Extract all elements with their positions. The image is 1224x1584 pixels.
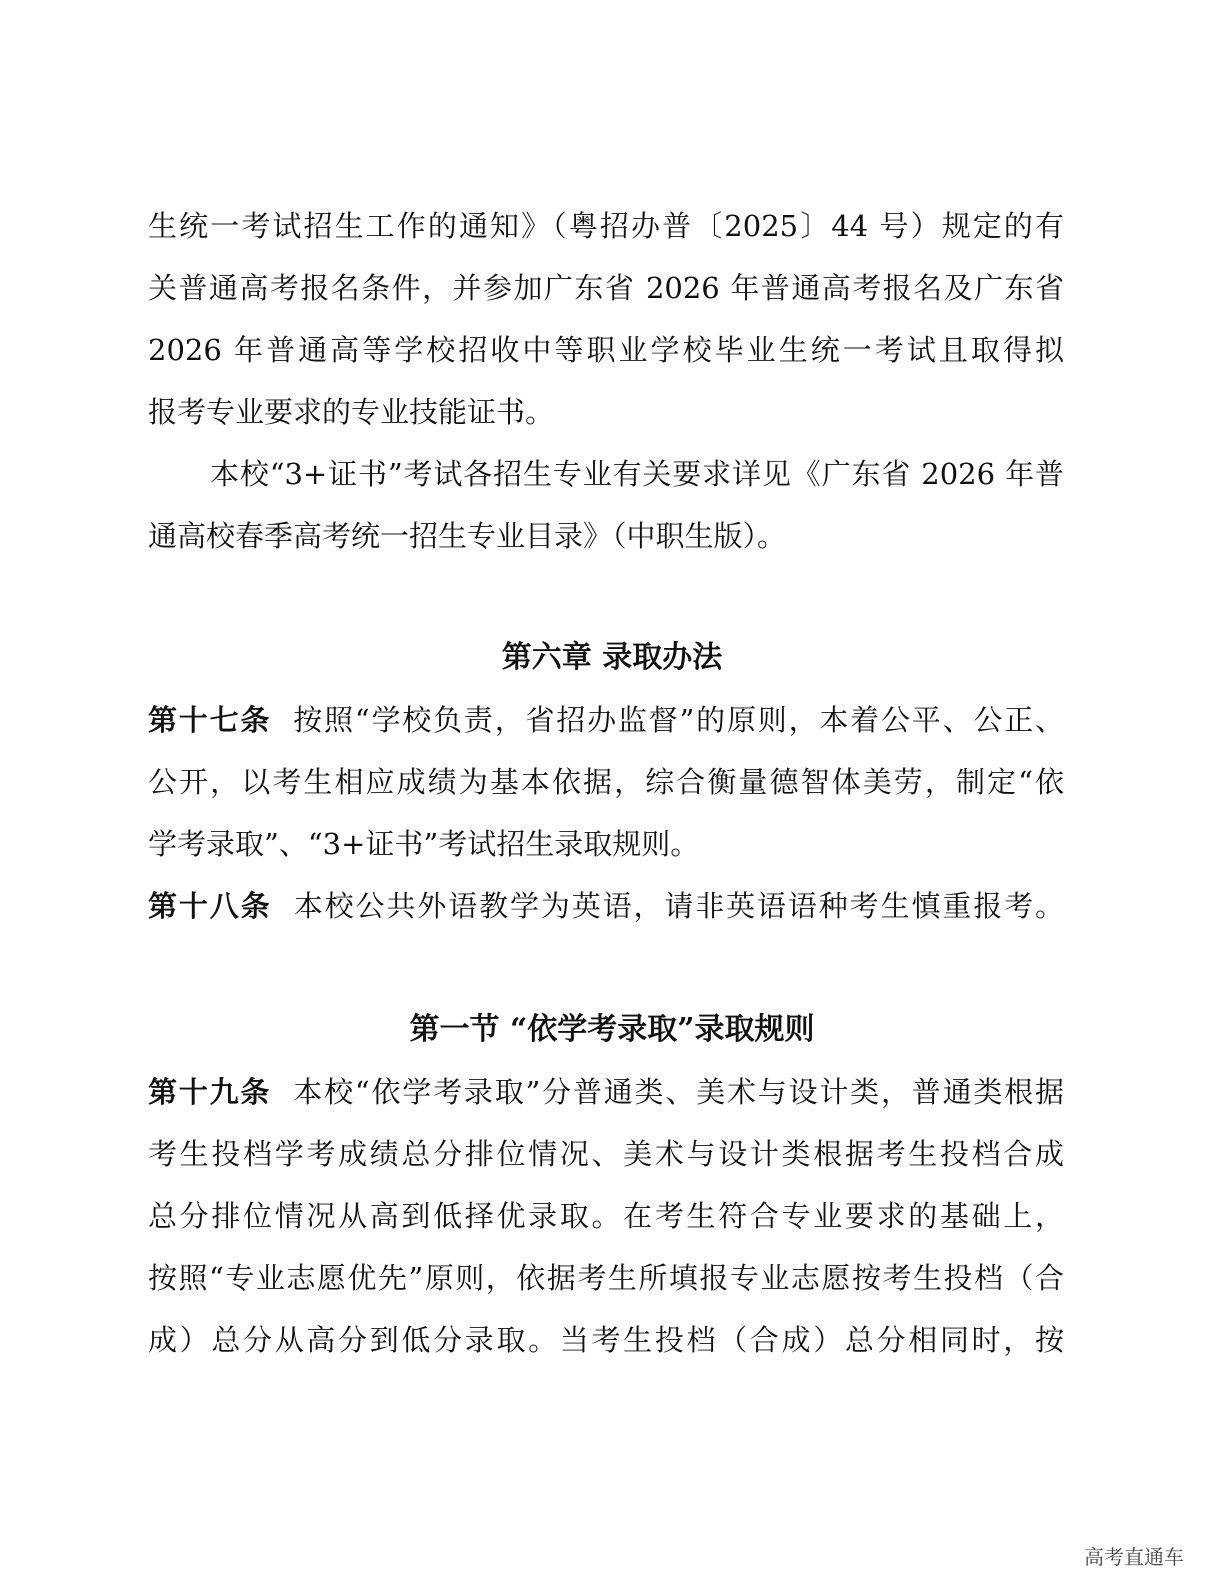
paragraph-line: 关普通高考报名条件，并参加广东省 2026 年普通高考报名及广东省 bbox=[148, 271, 1064, 305]
article-18-label: 第十八条 bbox=[148, 889, 272, 923]
article-19-text: 本校“依学考录取”分普通类、美术与设计类，普通类根据 bbox=[293, 1075, 1064, 1109]
section-title: 第一节 “依学考录取”录取规则 bbox=[409, 1012, 815, 1047]
article-17-label: 第十七条 bbox=[148, 703, 272, 737]
article-18-line bbox=[148, 886, 1064, 926]
article-17-text: 按照“学校负责，省招办监督”的原则，本着公平、公正、 bbox=[293, 703, 1064, 737]
paragraph-line: 生统一考试招生工作的通知》（粤招办普〔2025〕44 号）规定的有 bbox=[148, 209, 1064, 243]
paragraph-line: 报考专业要求的专业技能证书。 bbox=[148, 395, 555, 429]
article-19-first-line bbox=[148, 1072, 1064, 1112]
paragraph-line: 学考录取”、“3+证书”考试招生录取规则。 bbox=[148, 827, 700, 861]
paragraph-line: 考生投档学考成绩总分排位情况、美术与设计类根据考生投档合成 bbox=[148, 1137, 1064, 1171]
article-17-first-line bbox=[148, 700, 1064, 740]
paragraph-line: 总分排位情况从高到低择优录取。在考生符合专业要求的基础上， bbox=[148, 1199, 1064, 1233]
paragraph-line: 本校“3+证书”考试各招生专业有关要求详见《广东省 2026 年普 bbox=[210, 457, 1064, 491]
chapter-title: 第六章 录取办法 bbox=[501, 640, 723, 675]
paragraph-line: 2026 年普通高等学校招收中等职业学校毕业生统一考试且取得拟 bbox=[148, 333, 1064, 367]
paragraph-line: 成）总分从高分到低分录取。当考生投档（合成）总分相同时，按 bbox=[148, 1323, 1064, 1357]
paragraph-line: 通高校春季高考统一招生专业目录》（中职生版）。 bbox=[148, 519, 787, 553]
article-18-text: 本校公共外语教学为英语，请非英语语种考生慎重报考。 bbox=[293, 889, 1064, 923]
article-19-label: 第十九条 bbox=[148, 1075, 272, 1109]
paragraph-line: 公开，以考生相应成绩为基本依据，综合衡量德智体美劳，制定“依 bbox=[148, 765, 1064, 799]
watermark: 高考直通车 bbox=[1084, 1545, 1184, 1569]
paragraph-line: 按照“专业志愿优先”原则，依据考生所填报专业志愿按考生投档（合 bbox=[148, 1261, 1064, 1295]
